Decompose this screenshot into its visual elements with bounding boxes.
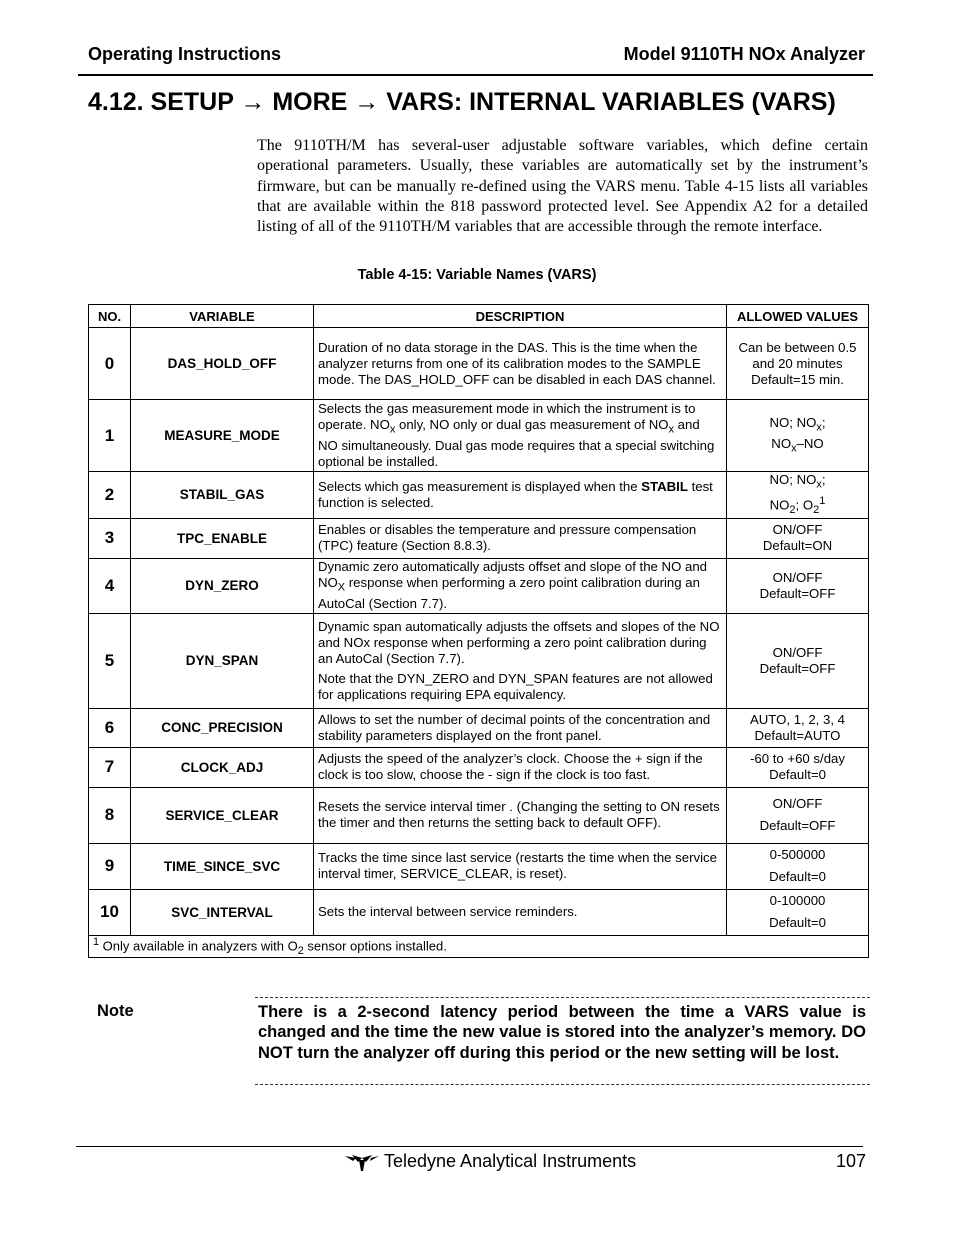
variable-name: DYN_SPAN [131,613,314,708]
variable-description: Resets the service interval timer . (Changing the setting to ON resets the timer and then returns the setting back to default OFF). [314,787,727,843]
variable-name: TPC_ENABLE [131,518,314,558]
footer-company: Teledyne Analytical Instruments [384,1151,637,1171]
table-footnote-row [89,935,869,957]
allowed-values: -60 to +60 s/day Default=0 [727,747,869,787]
variable-name: STABIL_GAS [131,472,314,519]
table-row [89,708,869,747]
note-top-divider [255,997,870,998]
table-row [89,613,869,708]
intro-paragraph: The 9110TH/M has several-user adjustable software variables, which define certain operational parameters. Usually, these variables are automatically set by the instrument’s firmware, but can be manually re-defined using the VARS menu. Table 4-15 lists all variables that are available within the 818 password protected level. See Appendix A2 for a detailed listing of all of the 9110TH/M variables that are accessible through the remote interface. [257,137,868,236]
variable-name: DAS_HOLD_OFF [131,328,314,400]
allowed-values: ON/OFF Default=OFF [727,787,869,843]
allowed-values: Can be between 0.5 and 20 minutes Default=15 min. [727,328,869,400]
header-model-label: Model 9110TH NOx Analyzer [623,44,865,64]
variable-name: DYN_ZERO [131,558,314,613]
allowed-values: 0-100000 Default=0 [727,889,869,935]
note-label: Note [97,1002,134,1020]
row-number: 9 [89,843,131,889]
table-row [89,787,869,843]
variable-name: TIME_SINCE_SVC [131,843,314,889]
table-row [89,518,869,558]
variable-description: Enables or disables the temperature and pressure compensation (TPC) feature (Section 8.8.3). [314,518,727,558]
allowed-values: NO; $NO_x$; $NO_2$; $O_2^1$ [727,472,869,519]
header-rule [78,74,873,76]
note-text: There is a 2-second latency period between the time a VARS value is changed and the time the new value is stored into the analyzer’s memory. DO NOT turn the analyzer off during this period or the new setting will be lost. [258,1003,866,1062]
row-number: 8 [89,787,131,843]
row-number: 0 [89,328,131,400]
variable-name: MEASURE_MODE [131,400,314,472]
row-number: 1 [89,400,131,472]
table-caption: Table 4-15: Variable Names (VARS) [357,267,597,283]
row-number: 4 [89,558,131,613]
variable-name: SVC_INTERVAL [131,889,314,935]
header-variable: VARIABLE [131,305,314,328]
page-number: 107 [835,1151,866,1171]
allowed-values: 0-500000 Default=0 [727,843,869,889]
variable-description: Allows to set the number of decimal points of the concentration and stability parameters displayed on the front panel. [314,708,727,747]
variable-description: Adjusts the speed of the analyzer’s clock. Choose the + sign if the clock is too slow, choose the - sign if the clock is too fast. [314,747,727,787]
variable-description: Duration of no data storage in the DAS. This is the time when the analyzer returns from one of its calibration modes to the SAMPLE mode. The DAS_HOLD_OFF can be disabled in each DAS channel. [314,328,727,400]
variable-description: Dynamic zero automatically adjusts offset and slope of the NO and $NO_X$ response when performing a zero point calibration during an AutoCal (Section 7.7). [314,558,727,613]
row-number: 3 [89,518,131,558]
allowed-values: ON/OFF Default=ON [727,518,869,558]
allowed-values: ON/OFF Default=OFF [727,613,869,708]
row-number: 5 [89,613,131,708]
section-title: 4.12. SETUP → MORE → VARS: INTERNAL VARIABLES (VARS) [88,88,836,116]
variable-description: Selects the gas measurement mode in which the instrument is to operate. $NO_x$ only, NO only or dual gas measurement of $NO_x$ and NO simultaneously. Dual gas mode requires that a special switching optional be installed. [314,400,727,472]
table-row [89,889,869,935]
note-bottom-divider [255,1084,870,1085]
variable-description: Tracks the time since last service (restarts the time when the service interval timer, SERVICE_CLEAR, is reset). [314,843,727,889]
variable-description: Dynamic span automatically adjusts the offsets and slopes of the NO and NOx response when performing a zero point calibration during an AutoCal (Section 7.7). Note that the DYN_ZERO and DYN_SPAN features are not allowed for applications requiring EPA equivalency. [314,613,727,708]
teledyne-logo-icon [344,1152,380,1172]
row-number: 6 [89,708,131,747]
table-row [89,400,869,472]
allowed-values: ON/OFF Default=OFF [727,558,869,613]
variable-name: SERVICE_CLEAR [131,787,314,843]
table-footnote: $^1$ Only available in analyzers with $O_2$ sensor options installed. [89,935,869,957]
variable-description: Sets the interval between service reminders. [314,889,727,935]
header-description: DESCRIPTION [314,305,727,328]
table-row [89,558,869,613]
allowed-values: AUTO, 1, 2, 3, 4 Default=AUTO [727,708,869,747]
table-header-row [89,305,869,328]
variable-name: CLOCK_ADJ [131,747,314,787]
vars-table [88,304,869,958]
row-number: 2 [89,472,131,519]
header-section-label: Operating Instructions [88,44,282,64]
variable-name: CONC_PRECISION [131,708,314,747]
header-allowed-values: ALLOWED VALUES [727,305,869,328]
table-row [89,472,869,519]
header-no: NO. [89,305,131,328]
row-number: 7 [89,747,131,787]
variable-description: Selects which gas measurement is displayed when the STABIL test function is selected. [314,472,727,519]
table-row [89,328,869,400]
allowed-values: NO; $NO_x$; $NO_x-NO$ [727,400,869,472]
table-row [89,747,869,787]
row-number: 10 [89,889,131,935]
footer-rule [76,1146,863,1147]
table-row [89,843,869,889]
